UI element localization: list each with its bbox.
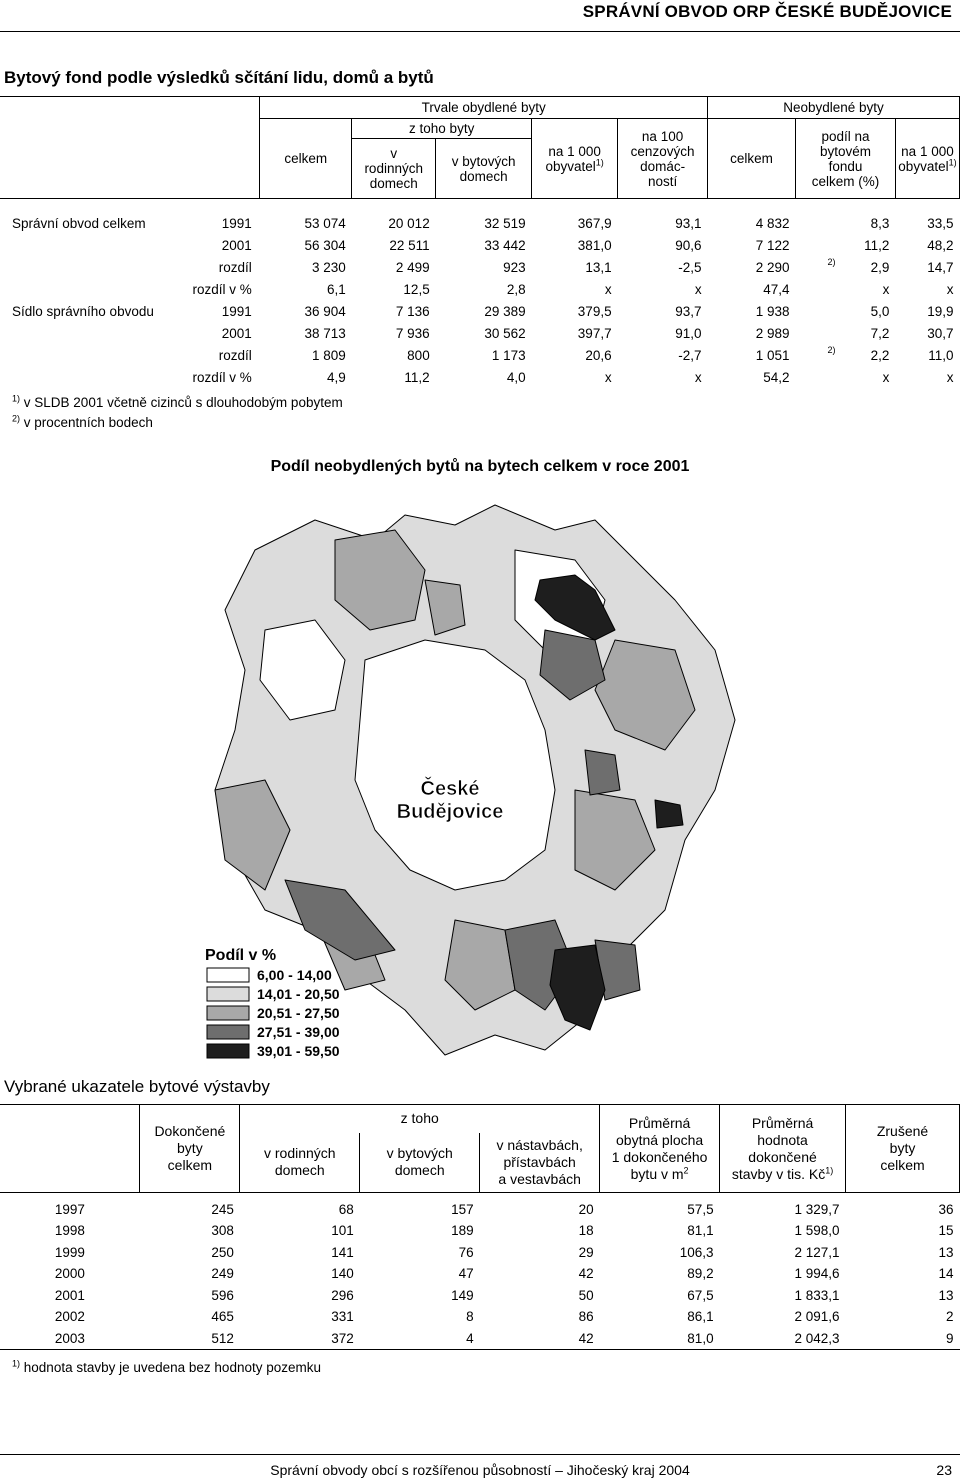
construction-table — [0, 1104, 960, 1350]
construction-cell: 81,1 — [687, 1223, 714, 1239]
construction-cell: 4 — [360, 1328, 480, 1350]
housing-cell: x — [946, 282, 954, 297]
header-unoccupied-group: Neobydlené byty — [708, 97, 960, 119]
housing-cell: 30 562 — [484, 326, 526, 341]
header-completed: Dokončené byty celkem — [140, 1105, 240, 1193]
construction-cell: 308 — [211, 1223, 234, 1239]
housing-cell: 33 442 — [484, 238, 526, 253]
housing-cell: 11,2 — [864, 238, 890, 253]
housing-row — [0, 301, 960, 323]
row-label — [0, 323, 178, 345]
housing-row — [0, 323, 960, 345]
housing-cell: 29 389 — [484, 304, 526, 319]
housing-cell: 11,0 — [928, 348, 954, 363]
housing-cell: 56 304 — [304, 238, 346, 253]
construction-row — [0, 1285, 960, 1307]
header-share: podíl na bytovém fondu celkem (%) — [796, 119, 896, 199]
housing-cell: 4,0 — [506, 370, 526, 385]
header-per-1000: na 1 000 obyvatel$^{1)}$ — [532, 119, 618, 199]
housing-cell: 33,5 — [927, 216, 954, 231]
legend-swatch — [207, 968, 249, 982]
row-label: Sídlo správního obvodu — [12, 304, 154, 319]
housing-cell: 2) — [827, 344, 836, 355]
construction-cell: 29 — [578, 1244, 594, 1260]
construction-cell: 1 994,6 — [794, 1266, 840, 1282]
construction-cell: 8 — [466, 1309, 474, 1325]
row-label: Správní obvod celkem — [12, 216, 146, 231]
housing-cell: 4 832 — [755, 216, 790, 231]
housing-cell: 2 499 — [395, 260, 430, 275]
header-total: celkem — [260, 119, 352, 199]
note-1: $^{1)}$ v SLDB 2001 včetně cizinců s dlouhodobým pobytem — [12, 393, 343, 410]
construction-cell: 67,5 — [687, 1287, 714, 1303]
housing-cell: 367,9 — [577, 216, 612, 231]
housing-cell: 5,0 — [870, 304, 890, 319]
construction-row — [0, 1328, 960, 1350]
housing-cell — [796, 213, 838, 235]
construction-cell: 14 — [938, 1266, 954, 1282]
legend-title: Podíl v % — [205, 947, 277, 964]
construction-row — [0, 1306, 960, 1328]
housing-row — [0, 235, 960, 257]
construction-cell: 2 091,6 — [794, 1309, 840, 1325]
page-number: 23 — [936, 1462, 952, 1478]
construction-cell: 189 — [451, 1223, 474, 1239]
housing-cell: 32 519 — [484, 216, 526, 231]
map-title: Podíl neobydlených bytů na bytech celkem v roce 2001 — [270, 458, 690, 475]
construction-cell: 9 — [846, 1328, 960, 1350]
housing-cell: x — [882, 282, 890, 297]
construction-cell: 18 — [578, 1223, 594, 1239]
header-rule — [0, 31, 960, 32]
construction-cell: 512 — [140, 1328, 240, 1350]
construction-cell: 1 833,1 — [794, 1287, 840, 1303]
housing-cell: 47,4 — [763, 282, 790, 297]
housing-cell: 2,9 — [870, 260, 890, 275]
construction-cell: 2 042,3 — [720, 1328, 846, 1350]
construction-cell: 89,2 — [687, 1266, 714, 1282]
legend-label: 39,01 - 59,50 — [257, 1043, 340, 1059]
housing-cell: 2 290 — [755, 260, 790, 275]
construction-cell: 1 329,7 — [794, 1201, 840, 1217]
housing-row — [0, 345, 960, 367]
construction-cell: 76 — [458, 1244, 474, 1260]
housing-cell: 2,8 — [506, 282, 526, 297]
housing-cell: 7,2 — [870, 326, 890, 341]
legend-swatch — [207, 987, 249, 1001]
section-housing-title: Bytový fond podle výsledků sčítání lidu, domů a bytů — [4, 68, 434, 87]
row-label — [0, 367, 178, 389]
housing-cell: x — [694, 370, 702, 385]
header-family-houses: v rodinných domech — [352, 139, 436, 199]
housing-cell: 20,6 — [585, 348, 612, 363]
housing-cell: 2 989 — [755, 326, 790, 341]
housing-cell: 1 173 — [491, 348, 526, 363]
construction-cell: 141 — [331, 1244, 354, 1260]
housing-cell: 397,7 — [577, 326, 612, 341]
row-sublabel: 2001 — [221, 238, 252, 253]
footer-text: Správní obvody obcí s rozšířenou působností – Jihočeský kraj 2004 — [270, 1462, 690, 1478]
construction-cell: 1 598,0 — [794, 1223, 840, 1239]
housing-cell — [796, 301, 838, 323]
page-header-title: SPRÁVNÍ OBVOD ORP ČESKÉ BUDĚJOVICE — [582, 2, 952, 21]
housing-cell: 379,5 — [577, 304, 612, 319]
row-sublabel: 1991 — [221, 304, 252, 319]
row-sublabel: rozdíl — [218, 348, 252, 363]
construction-row — [0, 1220, 960, 1242]
header-unocc-per-1000: na 1 000 obyvatel$^{1)}$ — [895, 119, 959, 199]
housing-cell: 48,2 — [927, 238, 954, 253]
construction-cell: 20 — [578, 1201, 594, 1217]
legend-label: 14,01 - 20,50 — [257, 986, 340, 1002]
housing-cell: 38 713 — [304, 326, 346, 341]
note-2: $^{2)}$ v procentních bodech — [12, 413, 153, 430]
housing-cell: 12,5 — [403, 282, 430, 297]
housing-cell — [796, 323, 838, 345]
construction-cell: 15 — [938, 1223, 954, 1239]
construction-cell: 42 — [578, 1266, 594, 1282]
housing-cell: 54,2 — [763, 370, 790, 385]
map-city-label-line2: Budějovice — [396, 801, 504, 823]
housing-cell: 8,3 — [870, 216, 890, 231]
housing-cell: 7 936 — [395, 326, 430, 341]
housing-cell: 93,1 — [675, 216, 702, 231]
housing-cell: 1 809 — [311, 348, 346, 363]
housing-cell: 2,2 — [870, 348, 890, 363]
legend-swatch — [207, 1044, 249, 1058]
housing-cell: 11,2 — [404, 370, 430, 385]
housing-cell: 800 — [407, 348, 430, 363]
header-apartment-2: v bytových domech — [360, 1133, 480, 1193]
housing-cell: 22 511 — [389, 238, 430, 253]
construction-cell: 50 — [578, 1287, 594, 1303]
construction-cell: 13 — [938, 1244, 954, 1260]
row-label — [0, 279, 178, 301]
housing-cell: 19,9 — [927, 304, 954, 319]
housing-cell: x — [604, 282, 612, 297]
construction-cell: 101 — [331, 1223, 354, 1239]
construction-cell: 81,0 — [600, 1328, 720, 1350]
row-year: 2001 — [54, 1287, 85, 1303]
housing-cell: 90,6 — [675, 238, 702, 253]
row-label — [0, 235, 178, 257]
header-family-2: v rodinných domech — [240, 1133, 360, 1193]
construction-cell: 68 — [338, 1201, 354, 1217]
housing-row — [0, 213, 960, 235]
construction-cell: 13 — [938, 1287, 954, 1303]
housing-cell: 381,0 — [577, 238, 612, 253]
housing-cell: 6,1 — [326, 282, 346, 297]
legend-label: 27,51 - 39,00 — [257, 1024, 340, 1040]
housing-stock-table — [0, 96, 960, 389]
footer-rule — [0, 1454, 960, 1455]
construction-cell: 57,5 — [687, 1201, 714, 1217]
note-construction: $^{1)}$ hodnota stavby je uvedena bez hodnoty pozemku — [12, 1358, 321, 1375]
construction-cell: 157 — [451, 1201, 474, 1217]
construction-cell: 42 — [480, 1328, 600, 1350]
legend-swatch — [207, 1025, 249, 1039]
housing-cell: 7 136 — [395, 304, 430, 319]
row-sublabel: 2001 — [221, 326, 252, 341]
housing-cell: 14,7 — [927, 260, 954, 275]
housing-cell: x — [882, 370, 890, 385]
row-year: 2002 — [54, 1309, 85, 1325]
housing-cell: 53 074 — [304, 216, 346, 231]
header-of-which: z toho byty — [352, 119, 532, 139]
header-unocc-total: celkem — [708, 119, 796, 199]
header-avg-area: Průměrná obytná plocha 1 dokončeného bytu v $m^2$ — [600, 1105, 720, 1193]
housing-cell: 13,1 — [585, 260, 612, 275]
housing-cell: 1 051 — [755, 348, 790, 363]
construction-cell: 2 — [945, 1309, 954, 1325]
construction-cell: 245 — [211, 1201, 234, 1217]
housing-cell: 93,7 — [675, 304, 702, 319]
row-year: 1999 — [54, 1244, 85, 1260]
row-year: 2000 — [54, 1266, 85, 1282]
construction-cell: 372 — [240, 1328, 360, 1350]
legend-label: 6,00 - 14,00 — [257, 967, 332, 983]
housing-row — [0, 279, 960, 301]
construction-cell: 249 — [211, 1266, 234, 1282]
row-label — [0, 257, 178, 279]
construction-cell: 86 — [578, 1309, 594, 1325]
construction-cell: 465 — [211, 1309, 234, 1325]
housing-cell: 36 904 — [304, 304, 346, 319]
row-year: 1998 — [54, 1223, 85, 1239]
housing-cell: 91,0 — [675, 326, 702, 341]
construction-cell: 106,3 — [679, 1244, 714, 1260]
row-year: 2003 — [0, 1328, 140, 1350]
row-label — [0, 345, 178, 367]
housing-cell: 923 — [503, 260, 526, 275]
row-sublabel: rozdíl — [218, 260, 252, 275]
map-region-dark-2 — [585, 750, 620, 795]
housing-cell: 30,7 — [927, 326, 954, 341]
housing-cell: 2) — [827, 256, 836, 267]
header-cancelled: Zrušené byty celkem — [846, 1105, 960, 1193]
construction-cell: 36 — [938, 1201, 954, 1217]
header-per-100-households: na 100 cenzových domác- ností — [618, 119, 708, 199]
construction-cell: 140 — [331, 1266, 354, 1282]
housing-cell: -2,5 — [678, 260, 702, 275]
housing-cell: 20 012 — [388, 216, 430, 231]
row-year: 1997 — [54, 1201, 85, 1217]
header-avg-value: Průměrná hodnota dokončené stavby v tis. $Kč^{1)}$ — [720, 1105, 846, 1193]
housing-cell — [796, 279, 838, 301]
construction-row — [0, 1242, 960, 1264]
header-of-which-2: z toho — [240, 1105, 600, 1133]
housing-row — [0, 257, 960, 279]
row-sublabel: rozdíl v % — [192, 370, 252, 385]
section-construction-title: Vybrané ukazatele bytové výstavby — [4, 1077, 270, 1096]
housing-cell: 3 230 — [311, 260, 346, 275]
housing-cell: x — [946, 370, 954, 385]
housing-row — [0, 367, 960, 389]
construction-row — [0, 1263, 960, 1285]
construction-row — [0, 1199, 960, 1221]
construction-cell: 2 127,1 — [794, 1244, 840, 1260]
header-extensions: v nástavbách, přístavbách a vestavbách — [480, 1133, 600, 1193]
construction-cell: 149 — [451, 1287, 474, 1303]
housing-cell: x — [694, 282, 702, 297]
construction-cell: 250 — [211, 1244, 234, 1260]
header-occupied-group: Trvale obydlené byty — [260, 97, 708, 119]
row-sublabel: rozdíl v % — [192, 282, 252, 297]
header-apartment-houses: v bytových domech — [436, 139, 532, 199]
legend-label: 20,51 - 27,50 — [257, 1005, 340, 1021]
housing-cell: 7 122 — [755, 238, 790, 253]
row-sublabel: 1991 — [221, 216, 252, 231]
housing-cell: 4,9 — [326, 370, 346, 385]
choropleth-map — [195, 490, 755, 1065]
housing-cell — [796, 367, 838, 389]
housing-cell — [796, 235, 838, 257]
construction-cell: 596 — [211, 1287, 234, 1303]
construction-cell: 86,1 — [687, 1309, 714, 1325]
construction-cell: 331 — [331, 1309, 354, 1325]
construction-cell: 47 — [458, 1266, 474, 1282]
housing-cell: x — [604, 370, 612, 385]
construction-cell: 296 — [331, 1287, 354, 1303]
housing-cell: 1 938 — [755, 304, 790, 319]
legend-swatch — [207, 1006, 249, 1020]
housing-cell: -2,7 — [678, 348, 702, 363]
map-city-label-line1: České — [420, 778, 480, 800]
